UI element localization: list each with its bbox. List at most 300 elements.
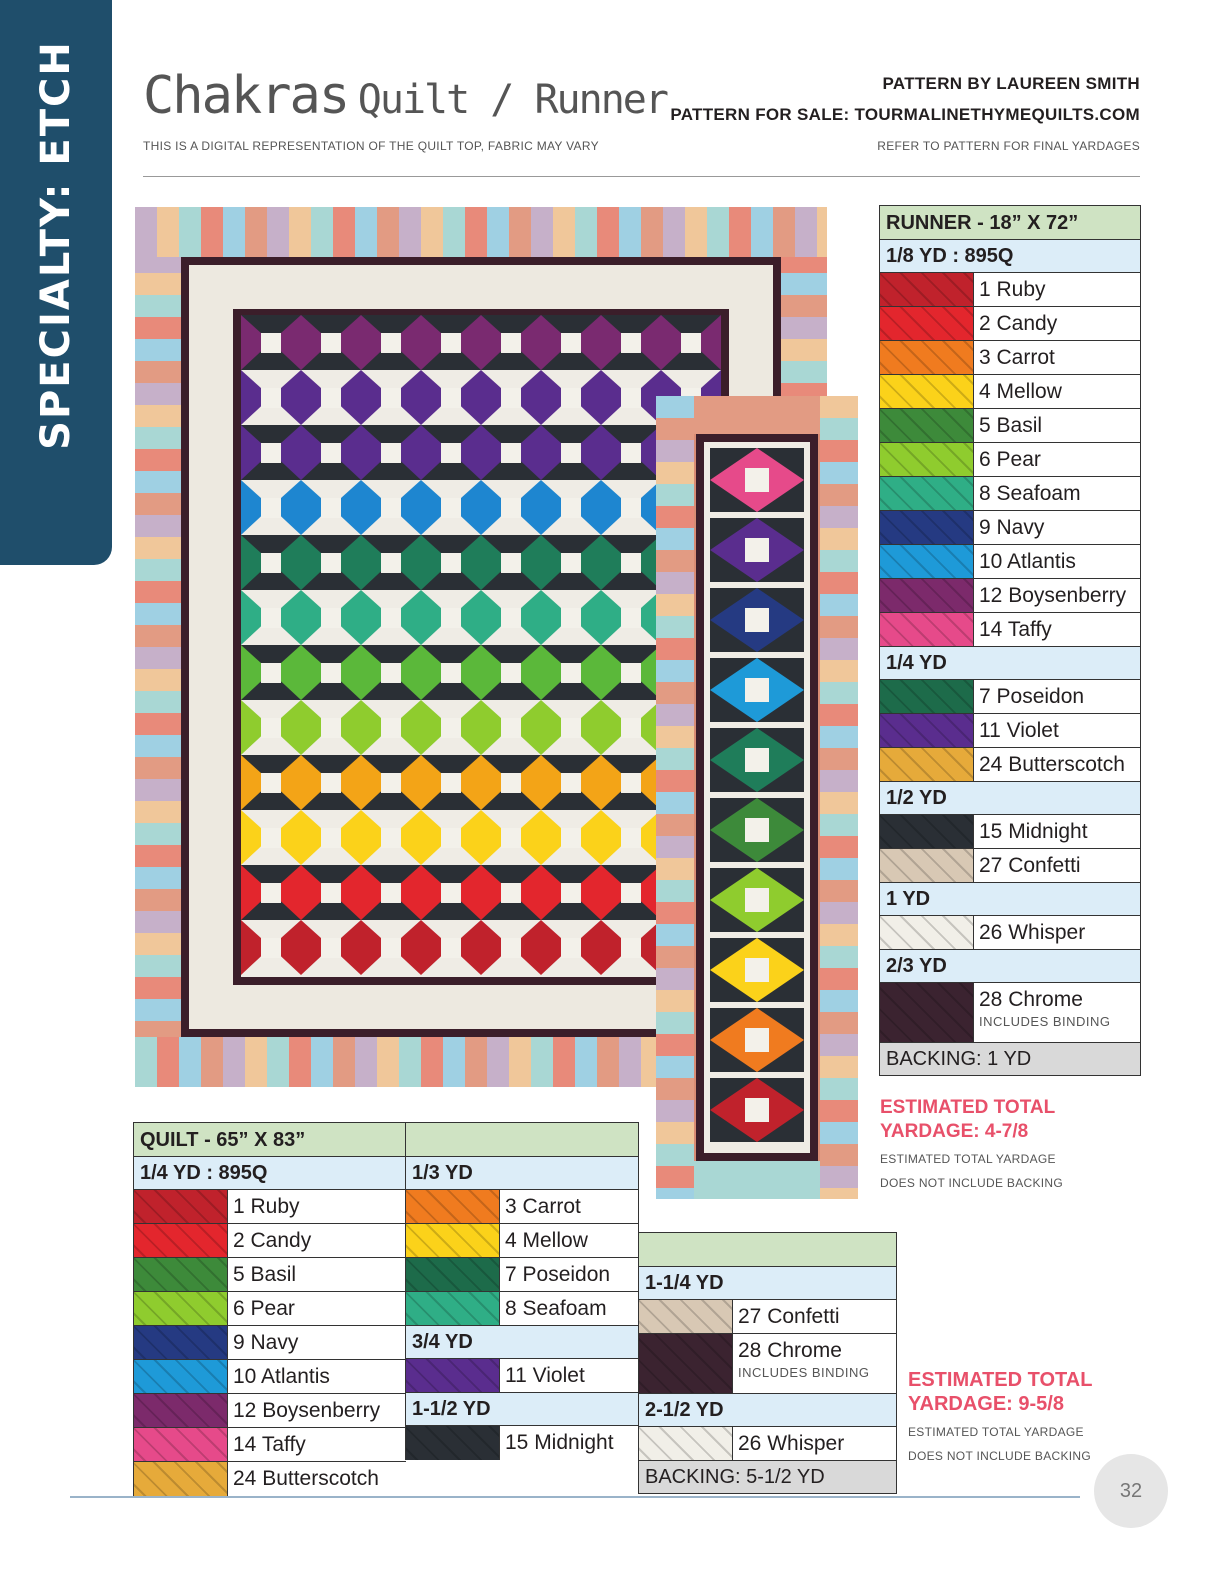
runner-border-patch bbox=[656, 902, 694, 924]
quilt-border-patch bbox=[201, 207, 223, 257]
runner-border-patch bbox=[656, 1144, 694, 1166]
quilt-border-patch bbox=[333, 207, 355, 257]
fabric-swatch bbox=[880, 409, 974, 442]
quilt-border-patch bbox=[707, 207, 729, 257]
runner-square bbox=[745, 1028, 769, 1052]
quilt-border-patch bbox=[135, 207, 157, 257]
quilt-square bbox=[381, 333, 401, 353]
quilt-square bbox=[441, 663, 461, 683]
quilt-square bbox=[441, 883, 461, 903]
fabric-name bbox=[228, 1394, 380, 1427]
yardage-heading: 1/3 YD bbox=[406, 1157, 638, 1190]
runner-border-patch bbox=[820, 836, 858, 858]
fabric-name-text: 26 Whisper bbox=[738, 1432, 845, 1455]
runner-border-patch bbox=[820, 418, 858, 440]
quilt-estimate-line-2: YARDAGE: 9-5/8 bbox=[908, 1393, 1064, 1415]
runner-border-patch bbox=[656, 1100, 694, 1122]
quilt-square bbox=[501, 553, 521, 573]
runner-border-patch bbox=[820, 814, 858, 836]
quilt-col2-header bbox=[406, 1123, 638, 1157]
runner-border-patch bbox=[656, 660, 694, 682]
fabric-name-text: 12 Boysenberry bbox=[979, 584, 1127, 607]
fabric-name bbox=[228, 1462, 379, 1496]
fabric-swatch bbox=[134, 1360, 228, 1393]
runner-border-patch bbox=[656, 506, 694, 528]
quilt-square bbox=[621, 498, 641, 518]
fabric-row-24-butterscotch bbox=[880, 748, 1140, 782]
runner-border-patch bbox=[820, 902, 858, 924]
quilt-square bbox=[321, 443, 341, 463]
runner-estimate-note bbox=[880, 1147, 1063, 1195]
quilt-square bbox=[441, 718, 461, 738]
yardage-heading: 1/2 YD bbox=[880, 782, 1140, 815]
fabric-name bbox=[974, 341, 1055, 374]
quilt-border-patch bbox=[399, 207, 421, 257]
yardage-heading: 1/4 YD bbox=[880, 647, 1140, 680]
fabric-name-text: 5 Basil bbox=[979, 414, 1043, 437]
runner-border-patch bbox=[656, 1188, 694, 1199]
fabric-swatch bbox=[639, 1427, 733, 1460]
fabric-name bbox=[974, 983, 1111, 1042]
quilt-square bbox=[261, 443, 281, 463]
quilt-square bbox=[441, 608, 461, 628]
runner-border-patch bbox=[820, 1012, 858, 1034]
quilt-square bbox=[261, 718, 281, 738]
runner-border-patch bbox=[656, 924, 694, 946]
refer-note: REFER TO PATTERN FOR FINAL YARDAGES bbox=[877, 139, 1140, 153]
fabric-swatch bbox=[880, 341, 974, 374]
quilt-border-patch bbox=[575, 207, 597, 257]
quilt-square bbox=[441, 443, 461, 463]
runner-illustration bbox=[656, 396, 858, 1199]
fabric-name bbox=[974, 273, 1046, 306]
runner-border-patch bbox=[656, 836, 694, 858]
fabric-swatch bbox=[880, 375, 974, 408]
fabric-swatch bbox=[880, 443, 974, 476]
quilt-border-patch bbox=[179, 207, 201, 257]
fabric-row-26-whisper bbox=[639, 1427, 896, 1461]
quilt-border-patch bbox=[773, 207, 795, 257]
runner-border-patch bbox=[820, 638, 858, 660]
runner-border-patch bbox=[656, 748, 694, 770]
quilt-estimate-note bbox=[908, 1420, 1091, 1468]
quilt-square bbox=[501, 608, 521, 628]
quilt-square bbox=[501, 663, 521, 683]
quilt-border-patch bbox=[421, 1037, 443, 1087]
runner-square bbox=[745, 1098, 769, 1122]
quilt-square bbox=[561, 443, 581, 463]
quilt-square bbox=[381, 828, 401, 848]
runner-border-patch bbox=[656, 858, 694, 880]
quilt-square bbox=[261, 883, 281, 903]
fabric-row-2-candy bbox=[880, 307, 1140, 341]
quilt-square bbox=[321, 938, 341, 958]
fabric-row-27-confetti bbox=[880, 849, 1140, 883]
fabric-row-6-pear bbox=[880, 443, 1140, 477]
quilt-square bbox=[321, 553, 341, 573]
runner-border-patch bbox=[656, 814, 694, 836]
fabric-swatch bbox=[880, 849, 974, 882]
runner-backing: BACKING: 1 YD bbox=[880, 1043, 1140, 1075]
quilt-square bbox=[261, 553, 281, 573]
fabric-row-15-midnight bbox=[406, 1426, 638, 1460]
runner-border-patch bbox=[820, 968, 858, 990]
fabric-name bbox=[228, 1190, 300, 1223]
fabric-name-text: 12 Boysenberry bbox=[233, 1399, 381, 1422]
fabric-name-text: 1 Ruby bbox=[979, 278, 1046, 301]
quilt-border-patch bbox=[157, 207, 179, 257]
fabric-name bbox=[733, 1334, 870, 1393]
fabric-row-8-seafoam bbox=[880, 477, 1140, 511]
fabric-row-6-pear bbox=[134, 1292, 406, 1326]
fabric-name-text: 7 Poseidon bbox=[505, 1263, 611, 1286]
fabric-swatch bbox=[406, 1224, 500, 1257]
quilt-square bbox=[621, 608, 641, 628]
quilt-square bbox=[321, 498, 341, 518]
fabric-swatch bbox=[134, 1258, 228, 1291]
fabric-row-1-ruby bbox=[880, 273, 1140, 307]
fabric-name-text: 10 Atlantis bbox=[979, 550, 1076, 573]
fabric-swatch bbox=[880, 815, 974, 848]
fabric-row-3-carrot bbox=[406, 1190, 638, 1224]
fabric-name bbox=[733, 1427, 844, 1460]
runner-border-patch bbox=[694, 396, 820, 434]
fabric-row-4-mellow bbox=[406, 1224, 638, 1258]
runner-border-patch bbox=[820, 1122, 858, 1144]
fabric-name bbox=[500, 1359, 585, 1392]
quilt-border-patch bbox=[487, 1037, 509, 1087]
quilt-square bbox=[441, 498, 461, 518]
runner-border-patch bbox=[820, 594, 858, 616]
runner-border-patch bbox=[820, 792, 858, 814]
fabric-swatch bbox=[639, 1300, 733, 1333]
quilt-square bbox=[561, 938, 581, 958]
quilt-border-patch bbox=[245, 1037, 267, 1087]
fabric-row-14-taffy bbox=[134, 1428, 406, 1462]
fabric-name-text: 24 Butterscotch bbox=[979, 753, 1125, 776]
quilt-square bbox=[501, 498, 521, 518]
fabric-name-text: 10 Atlantis bbox=[233, 1365, 330, 1388]
quilt-border-patch bbox=[377, 207, 399, 257]
quilt-square bbox=[321, 828, 341, 848]
quilt-square bbox=[381, 883, 401, 903]
fabric-name bbox=[228, 1428, 306, 1461]
runner-border-patch bbox=[820, 1188, 858, 1199]
fabric-swatch bbox=[880, 983, 974, 1042]
fabric-name-text: 5 Basil bbox=[233, 1263, 297, 1286]
quilt-border-patch bbox=[157, 1037, 179, 1087]
fabric-swatch bbox=[880, 714, 974, 747]
quilt-square bbox=[621, 553, 641, 573]
fabric-swatch bbox=[406, 1426, 500, 1460]
runner-border-patch bbox=[656, 440, 694, 462]
runner-border-patch bbox=[656, 418, 694, 440]
quilt-square bbox=[681, 333, 701, 353]
fabric-swatch bbox=[406, 1359, 500, 1392]
quilt-border-patch bbox=[245, 207, 267, 257]
quilt-border-patch bbox=[575, 1037, 597, 1087]
fabric-swatch bbox=[134, 1428, 228, 1461]
runner-border-patch bbox=[656, 1056, 694, 1078]
runner-border-patch bbox=[820, 1034, 858, 1056]
quilt-border-patch bbox=[817, 207, 827, 257]
runner-border-patch bbox=[656, 770, 694, 792]
fabric-swatch bbox=[134, 1394, 228, 1427]
quilt-border-patch bbox=[641, 207, 663, 257]
side-tab bbox=[0, 0, 112, 565]
runner-border-patch bbox=[820, 726, 858, 748]
fabric-row-28-chrome bbox=[639, 1334, 896, 1394]
fabric-name-text: 6 Pear bbox=[233, 1297, 295, 1320]
runner-border-patch bbox=[656, 990, 694, 1012]
quilt-border-patch bbox=[443, 207, 465, 257]
runner-estimate-line-1: ESTIMATED TOTAL bbox=[880, 1097, 1056, 1118]
quilt-square bbox=[441, 333, 461, 353]
quilt-square bbox=[501, 883, 521, 903]
subtitle: THIS IS A DIGITAL REPRESENTATION OF THE QUILT TOP, FABRIC MAY VARY bbox=[143, 139, 599, 153]
yardage-heading: 1-1/2 YD bbox=[406, 1393, 638, 1426]
runner-estimate-note-1: ESTIMATED TOTAL YARDAGE bbox=[880, 1152, 1056, 1166]
runner-border-patch bbox=[820, 1100, 858, 1122]
quilt-square bbox=[621, 333, 641, 353]
runner-estimate-line-2: YARDAGE: 4-7/8 bbox=[880, 1121, 1029, 1142]
fabric-swatch bbox=[134, 1292, 228, 1325]
fabric-swatch bbox=[406, 1258, 500, 1291]
quilt-square bbox=[261, 663, 281, 683]
fabric-row-12-boysenberry bbox=[134, 1394, 406, 1428]
runner-border-patch bbox=[820, 572, 858, 594]
fabric-name bbox=[974, 849, 1081, 882]
runner-table-title: RUNNER - 18” X 72” bbox=[880, 206, 1140, 240]
quilt-square bbox=[381, 718, 401, 738]
fabric-swatch bbox=[134, 1190, 228, 1223]
fabric-name-text: 6 Pear bbox=[979, 448, 1041, 471]
quilt-square bbox=[381, 608, 401, 628]
runner-fabric-table bbox=[879, 205, 1141, 1076]
fabric-row-8-seafoam bbox=[406, 1292, 638, 1326]
quilt-square bbox=[621, 443, 641, 463]
quilt-square bbox=[501, 718, 521, 738]
fabric-name-text: 14 Taffy bbox=[233, 1433, 306, 1456]
quilt-square bbox=[321, 773, 341, 793]
quilt-border-patch bbox=[333, 1037, 355, 1087]
fabric-swatch bbox=[880, 477, 974, 510]
quilt-square bbox=[261, 773, 281, 793]
fabric-name-text: 1 Ruby bbox=[233, 1195, 300, 1218]
quilt-square bbox=[381, 938, 401, 958]
quilt-square bbox=[621, 938, 641, 958]
runner-border-patch bbox=[656, 396, 694, 418]
header-divider bbox=[143, 176, 1140, 177]
runner-border-patch bbox=[656, 1166, 694, 1188]
runner-border-patch bbox=[656, 550, 694, 572]
fabric-swatch bbox=[880, 916, 974, 949]
quilt-square bbox=[561, 388, 581, 408]
quilt-border-patch bbox=[311, 1037, 333, 1087]
fabric-row-26-whisper bbox=[880, 916, 1140, 950]
quilt-square bbox=[321, 333, 341, 353]
runner-border-patch bbox=[820, 396, 858, 418]
fabric-row-10-atlantis bbox=[880, 545, 1140, 579]
yardage-heading: 1/4 YD : 895Q bbox=[134, 1157, 406, 1190]
fabric-row-9-navy bbox=[134, 1326, 406, 1360]
runner-border-patch bbox=[820, 1078, 858, 1100]
fabric-name-text: 3 Carrot bbox=[505, 1195, 581, 1218]
runner-border-patch bbox=[820, 616, 858, 638]
page-title bbox=[143, 66, 667, 126]
fabric-row-14-taffy bbox=[880, 613, 1140, 647]
for-sale-line: PATTERN FOR SALE: TOURMALINETHYMEQUILTS.COM bbox=[670, 105, 1140, 124]
yardage-heading: 2/3 YD bbox=[880, 950, 1140, 983]
byline: PATTERN BY LAUREEN SMITH bbox=[882, 74, 1140, 93]
fabric-swatch bbox=[880, 579, 974, 612]
fabric-name-text: 26 Whisper bbox=[979, 921, 1086, 944]
fabric-name-text: 2 Candy bbox=[979, 312, 1058, 335]
fabric-swatch bbox=[880, 748, 974, 781]
fabric-name-text: 9 Navy bbox=[979, 516, 1045, 539]
runner-border-patch bbox=[820, 506, 858, 528]
runner-border-patch bbox=[656, 594, 694, 616]
quilt-square bbox=[381, 388, 401, 408]
fabric-name-text: 4 Mellow bbox=[505, 1229, 588, 1252]
fabric-name-text: 14 Taffy bbox=[979, 618, 1052, 641]
quilt-border-patch bbox=[399, 1037, 421, 1087]
quilt-square bbox=[441, 553, 461, 573]
quilt-square bbox=[261, 938, 281, 958]
fabric-row-5-basil bbox=[880, 409, 1140, 443]
quilt-square bbox=[321, 883, 341, 903]
fabric-name bbox=[500, 1426, 614, 1460]
runner-border-patch bbox=[820, 858, 858, 880]
fabric-name-text: 24 Butterscotch bbox=[233, 1467, 379, 1490]
fabric-name-text: 28 Chrome bbox=[979, 988, 1083, 1011]
runner-square bbox=[745, 958, 769, 982]
runner-border-patch bbox=[694, 1161, 820, 1199]
quilt-square bbox=[561, 553, 581, 573]
quilt-square bbox=[441, 773, 461, 793]
fabric-name-text: 28 Chrome bbox=[738, 1339, 842, 1362]
fabric-swatch bbox=[880, 613, 974, 646]
quilt-border-patch bbox=[377, 1037, 399, 1087]
fabric-name-text: 11 Violet bbox=[505, 1364, 585, 1387]
fabric-name bbox=[974, 511, 1044, 544]
fabric-name bbox=[974, 443, 1041, 476]
runner-square bbox=[745, 748, 769, 772]
quilt-square bbox=[561, 663, 581, 683]
runner-border-patch bbox=[656, 462, 694, 484]
runner-border-patch bbox=[656, 616, 694, 638]
quilt-estimate-title bbox=[908, 1368, 1092, 1416]
quilt-border-patch bbox=[289, 207, 311, 257]
fabric-row-2-candy bbox=[134, 1224, 406, 1258]
fabric-name bbox=[974, 916, 1085, 949]
quilt-square bbox=[621, 828, 641, 848]
runner-border-patch bbox=[820, 440, 858, 462]
fabric-row-3-carrot bbox=[880, 341, 1140, 375]
title-main: Chakras bbox=[143, 66, 349, 126]
yardage-heading: 1-1/4 YD bbox=[639, 1267, 896, 1300]
fabric-name bbox=[228, 1292, 295, 1325]
quilt-border-patch bbox=[223, 207, 245, 257]
fabric-swatch bbox=[134, 1462, 228, 1496]
fabric-name bbox=[974, 748, 1125, 781]
fabric-row-9-navy bbox=[880, 511, 1140, 545]
quilt-table-title: QUILT - 65” X 83” bbox=[134, 1123, 406, 1157]
runner-border-patch bbox=[656, 1034, 694, 1056]
runner-border-patch bbox=[820, 1166, 858, 1188]
fabric-name-text: 15 Midnight bbox=[979, 820, 1088, 843]
quilt-square bbox=[501, 443, 521, 463]
quilt-border-patch bbox=[597, 207, 619, 257]
quilt-fabric-table-col3 bbox=[638, 1232, 897, 1494]
runner-estimate-title bbox=[880, 1096, 1055, 1144]
fabric-name bbox=[974, 714, 1059, 747]
quilt-col3-header bbox=[639, 1233, 896, 1267]
quilt-border-patch bbox=[201, 1037, 223, 1087]
runner-border-patch bbox=[820, 924, 858, 946]
quilt-square bbox=[621, 388, 641, 408]
fabric-name-text: 11 Violet bbox=[979, 719, 1059, 742]
quilt-square bbox=[621, 773, 641, 793]
quilt-square bbox=[501, 333, 521, 353]
quilt-border-patch bbox=[619, 207, 641, 257]
quilt-border-patch bbox=[355, 207, 377, 257]
runner-border-patch bbox=[656, 1078, 694, 1100]
fabric-row-15-midnight bbox=[880, 815, 1140, 849]
fabric-swatch bbox=[880, 511, 974, 544]
quilt-border-patch bbox=[487, 207, 509, 257]
quilt-square bbox=[441, 388, 461, 408]
fabric-name bbox=[974, 815, 1088, 848]
runner-border-patch bbox=[820, 770, 858, 792]
quilt-border-patch bbox=[135, 1037, 157, 1087]
fabric-name-text: 8 Seafoam bbox=[505, 1297, 607, 1320]
quilt-border-patch bbox=[223, 1037, 245, 1087]
quilt-square bbox=[561, 828, 581, 848]
fabric-swatch bbox=[406, 1292, 500, 1325]
runner-border-patch bbox=[656, 968, 694, 990]
quilt-square bbox=[261, 388, 281, 408]
fabric-row-1-ruby bbox=[134, 1190, 406, 1224]
quilt-square bbox=[561, 608, 581, 628]
fabric-swatch bbox=[880, 307, 974, 340]
runner-square bbox=[745, 468, 769, 492]
fabric-row-11-violet bbox=[880, 714, 1140, 748]
runner-square bbox=[745, 888, 769, 912]
quilt-border-patch bbox=[795, 207, 817, 257]
fabric-name bbox=[974, 545, 1076, 578]
runner-border-patch bbox=[820, 484, 858, 506]
runner-border-patch bbox=[820, 660, 858, 682]
runner-border-patch bbox=[656, 484, 694, 506]
fabric-name bbox=[974, 307, 1057, 340]
yardage-heading: 2-1/2 YD bbox=[639, 1394, 896, 1427]
quilt-border-patch bbox=[685, 207, 707, 257]
fabric-swatch bbox=[880, 680, 974, 713]
runner-border-patch bbox=[820, 748, 858, 770]
fabric-name-text: 4 Mellow bbox=[979, 380, 1062, 403]
quilt-border-patch bbox=[509, 1037, 531, 1087]
quilt-border-patch bbox=[553, 207, 575, 257]
quilt-border-patch bbox=[663, 207, 685, 257]
fabric-name bbox=[974, 680, 1084, 713]
runner-border-patch bbox=[820, 462, 858, 484]
quilt-border-patch bbox=[531, 1037, 553, 1087]
fabric-swatch bbox=[880, 273, 974, 306]
fabric-swatch bbox=[134, 1224, 228, 1257]
quilt-square bbox=[561, 773, 581, 793]
page-number: 32 bbox=[1094, 1454, 1168, 1528]
